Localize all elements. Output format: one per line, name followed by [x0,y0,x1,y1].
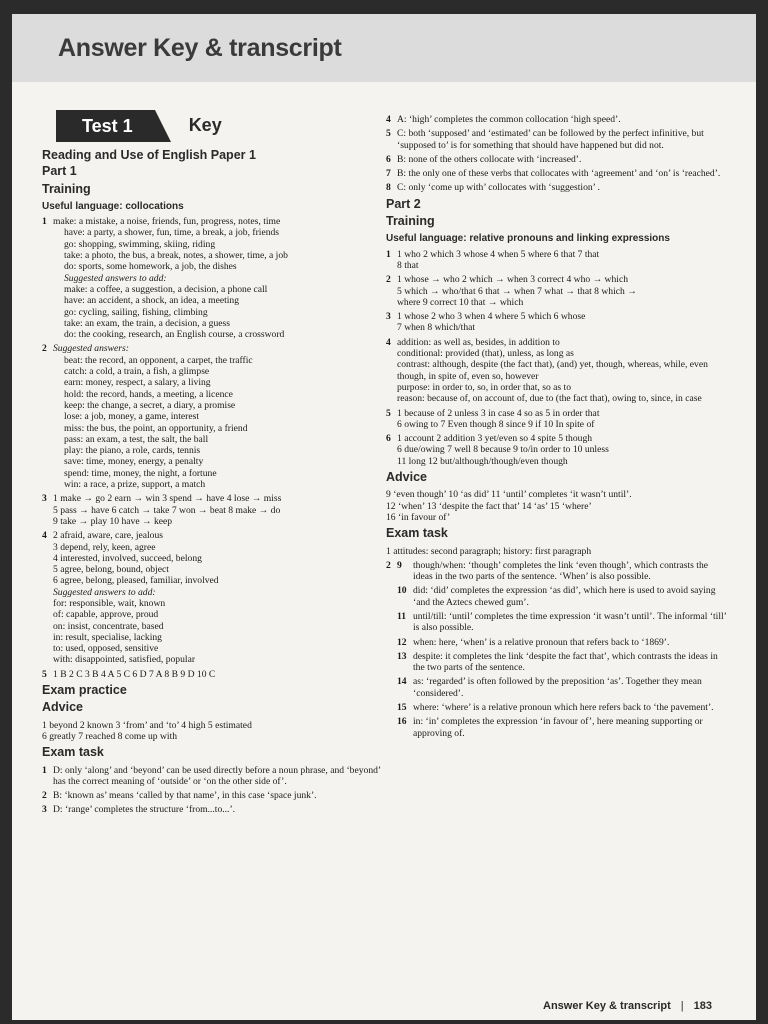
sub-answer: 13 despite: it completes the link ‘despite the fact that’, which contrasts the ideas in the two parts of the sentence. [397,650,718,674]
answer-item: 7 B: the only one of these verbs that collocates with ‘agreement’ and ‘on’ is ‘reached’. [386,168,721,180]
exam-task-heading: Exam task [42,745,104,760]
advice-heading: Advice [386,470,427,485]
right-column [386,114,730,745]
footer-separator: | [680,1000,684,1012]
training-heading: Training [386,214,435,229]
sub-answer: 10 did: ‘did’ completes the expression ‘as did’, which here is used to avoid saying ‘and the Aztecs chewed gum’. [397,585,716,608]
training-heading: Training [42,181,91,196]
key-label: Key [188,115,222,136]
answer-item: 8 C: only ‘come up with’ collocates with ‘suggestion’ . [386,182,600,194]
sub-answer: 14 as: ‘regarded’ is often followed by the preposition ‘as’. Together they mean ‘considered’. [397,676,702,699]
answer-item: 6 1 account 2 addition 3 yet/even so 4 spite 5 though 6 due/owing 7 well 8 because 9 to/in order to 10 unless 11 long 12 but/although/though/even though [386,433,609,467]
sub-answer: 15 where: ‘where’ is a relative pronoun which here refers back to ‘the pavement’. [397,702,714,714]
answer-item: 1 1 who 2 which 3 whose 4 when 5 where 6 that 7 that 8 that [386,248,600,271]
useful-language-heading: Useful language: collocations [42,200,184,212]
answer-item: 3 1 make → go 2 earn → win 3 spend → have 4 lose → miss 5 pass → have 6 catch → take 7 won → beat 8 make → do 9 take → play 10 have → keep [42,493,282,527]
answer-item: 4 A: ‘high’ completes the common collocation ‘high speed’. [386,114,621,125]
page-title: Answer Key & transcript [58,34,342,62]
part1-heading: Part 1 [42,164,77,179]
answer-item: 2 Suggested answers: beat: the record, an opponent, a carpet, the traffic catch: a cold, a train, a fish, a glimpse earn: money, respect, a salary, a living hold: the record, hands, a meeting, a licence keep: the change, a secret, a diary, a promise lose: a job, money, a game, interest miss: the bus, the point, an opportunity, a friend pass: an exam, a test, the salt, the ball play: the piano, a role, cards, tennis save: time, money, energy, a penalty spend: time, money, the night, a fortune win: a race, a prize, support, a match [42,343,253,491]
answer-item: 1 make: a mistake, a noise, friends, fun, progress, notes, time have: a party, a shower, fun, time, a break, a job, friends go: shopping, swimming, skiing, riding take: a photo, the bus, a break, notes, a shower, time, a job do: sports, some homework, a job, the dishes Suggested answers to add: make: a coffee, a suggestion, a decision, a phone call have: an accident, a shock, an idea, a meeting go: cycling, sailing, fishing, climbing take: an exam, the train, a decision, a guess do: the cooking, research, an English course, a crossword [42,216,288,341]
useful-language-heading: Useful language: relative pronouns and linking expressions [386,233,670,245]
answer-item: 2 9 though/when: ‘though’ completes the link ‘even though’, which contrasts the ideas in the two parts of the sentence. ‘When’ is also possible. 10 did: ‘did’ completes the expression ‘as did’, which here is used to avoid saying ‘and the Aztecs chewed gum’. 11 until/till: ‘until’ completes the time expression ‘it wasn’t until’. The informal ‘till’ is also possible. 12 when: here, ‘when’ is a relative pronoun that refers back to ‘1869’. 13 despite: it completes the link ‘despite the fact that’, which contrasts the ideas in the two parts of the sentence. 14 as: ‘regarded’ is often followed by the preposition ‘as’. Together they mean ‘considered’. 15 where: ‘where’ is a relative pronoun which here refers back to ‘the pavement’. 16 in: ‘in’ completes the expression ‘in favour of’, here meaning supporting or approving of. [386,560,730,742]
test-heading [56,110,394,142]
answer-item: 5 1 because of 2 unless 3 in case 4 so as 5 in order that 6 owing to 7 Even though 8 since 9 if 10 In spite of [386,407,600,430]
answer-item: 4 2 afraid, aware, care, jealous 3 depend, rely, keen, agree 4 interested, involved, succeed, belong 5 agree, belong, bound, object 6 agree, belong, pleased, familiar, involved Suggested answers to add: for: responsible, wait, known of: capable, approve, proud on: insist, concentrate, based in: result, specialise, lacking to: used, opposed, sensitive with: disappointed, satisfied, popular [42,530,219,666]
answer-item: 2 B: ‘known as’ means ‘called by that name’, in this case ‘space junk’. [42,790,317,802]
answer-item: 3 1 whose 2 who 3 when 4 where 5 which 6 whose 7 when 8 which/that [386,311,586,334]
sub-answer: 16 in: ‘in’ completes the expression ‘in favour of’, here meaning supporting or approving of. [397,716,703,739]
page [12,14,756,1020]
advice-answers: 1 beyond 2 known 3 ‘from’ and ‘to’ 4 high 5 estimated 6 greatly 7 reached 8 come up with [42,719,252,742]
advice-heading: Advice [42,700,83,715]
header-banner [12,14,756,82]
left-column [42,110,394,819]
sub-answer: 9 though/when: ‘though’ completes the link ‘even though’, which contrasts the ideas in the two parts of the sentence. ‘When’ is also possible. [397,559,709,583]
exam-task-answer: 1 attitudes: second paragraph; history: first paragraph [386,545,592,557]
page-footer [543,1000,712,1012]
paper-title: Reading and Use of English Paper 1 [42,148,256,162]
sub-answer: 12 when: here, ‘when’ is a relative pronoun that refers back to ‘1869’. [397,636,670,648]
answer-item: 6 B: none of the others collocate with ‘increased’. [386,153,582,165]
answer-item: 2 1 whose → who 2 which → when 3 correct 4 who → which 5 which → who/that 6 that → when 7 what → that 8 which → where 9 correct 10 that → which [386,274,637,308]
footer-title: Answer Key & transcript [543,1000,671,1012]
answer-item: 5 C: both ‘supposed’ and ‘estimated’ can be followed by the perfect infinitive, but ‘supposed to’ is for something that should have happened but did not. [386,128,704,151]
page-number: 183 [693,1000,712,1012]
answer-item: 3 D: ‘range’ completes the structure ‘from...to...’. [42,804,236,816]
exam-practice-heading: Exam practice [42,683,127,698]
test-label: Test 1 [56,110,155,142]
exam-task-heading: Exam task [386,526,448,541]
advice-answers: 9 ‘even though’ 10 ‘as did’ 11 ‘until’ completes ‘it wasn’t until’. 12 ‘when’ 13 ‘despite the fact that’ 14 ‘as’ 15 ‘where’ 16 ‘in favour of’ [386,489,632,523]
sub-answer: 11 until/till: ‘until’ completes the time expression ‘it wasn’t until’. The informal ‘till’ is also possible. [397,610,727,634]
part2-heading: Part 2 [386,196,421,211]
answer-item: 1 D: only ‘along’ and ‘beyond’ can be used directly before a noun phrase, and ‘beyond’ has the correct meaning of ‘outside’ or ‘on the other side of’. [42,764,381,787]
answer-item: 5 1 B 2 C 3 B 4 A 5 C 6 D 7 A 8 B 9 D 10 C [42,668,216,680]
answer-item: 4 addition: as well as, besides, in addition to conditional: provided (that), unless, as long as contrast: although, despite (the fact that), (and) yet, though, whereas, while, even though, in spite of, even so, however purpose: in order to, so, in order that, so as to reason: because of, on account of, due to (the fact that), owing to, since, in case [386,336,708,405]
